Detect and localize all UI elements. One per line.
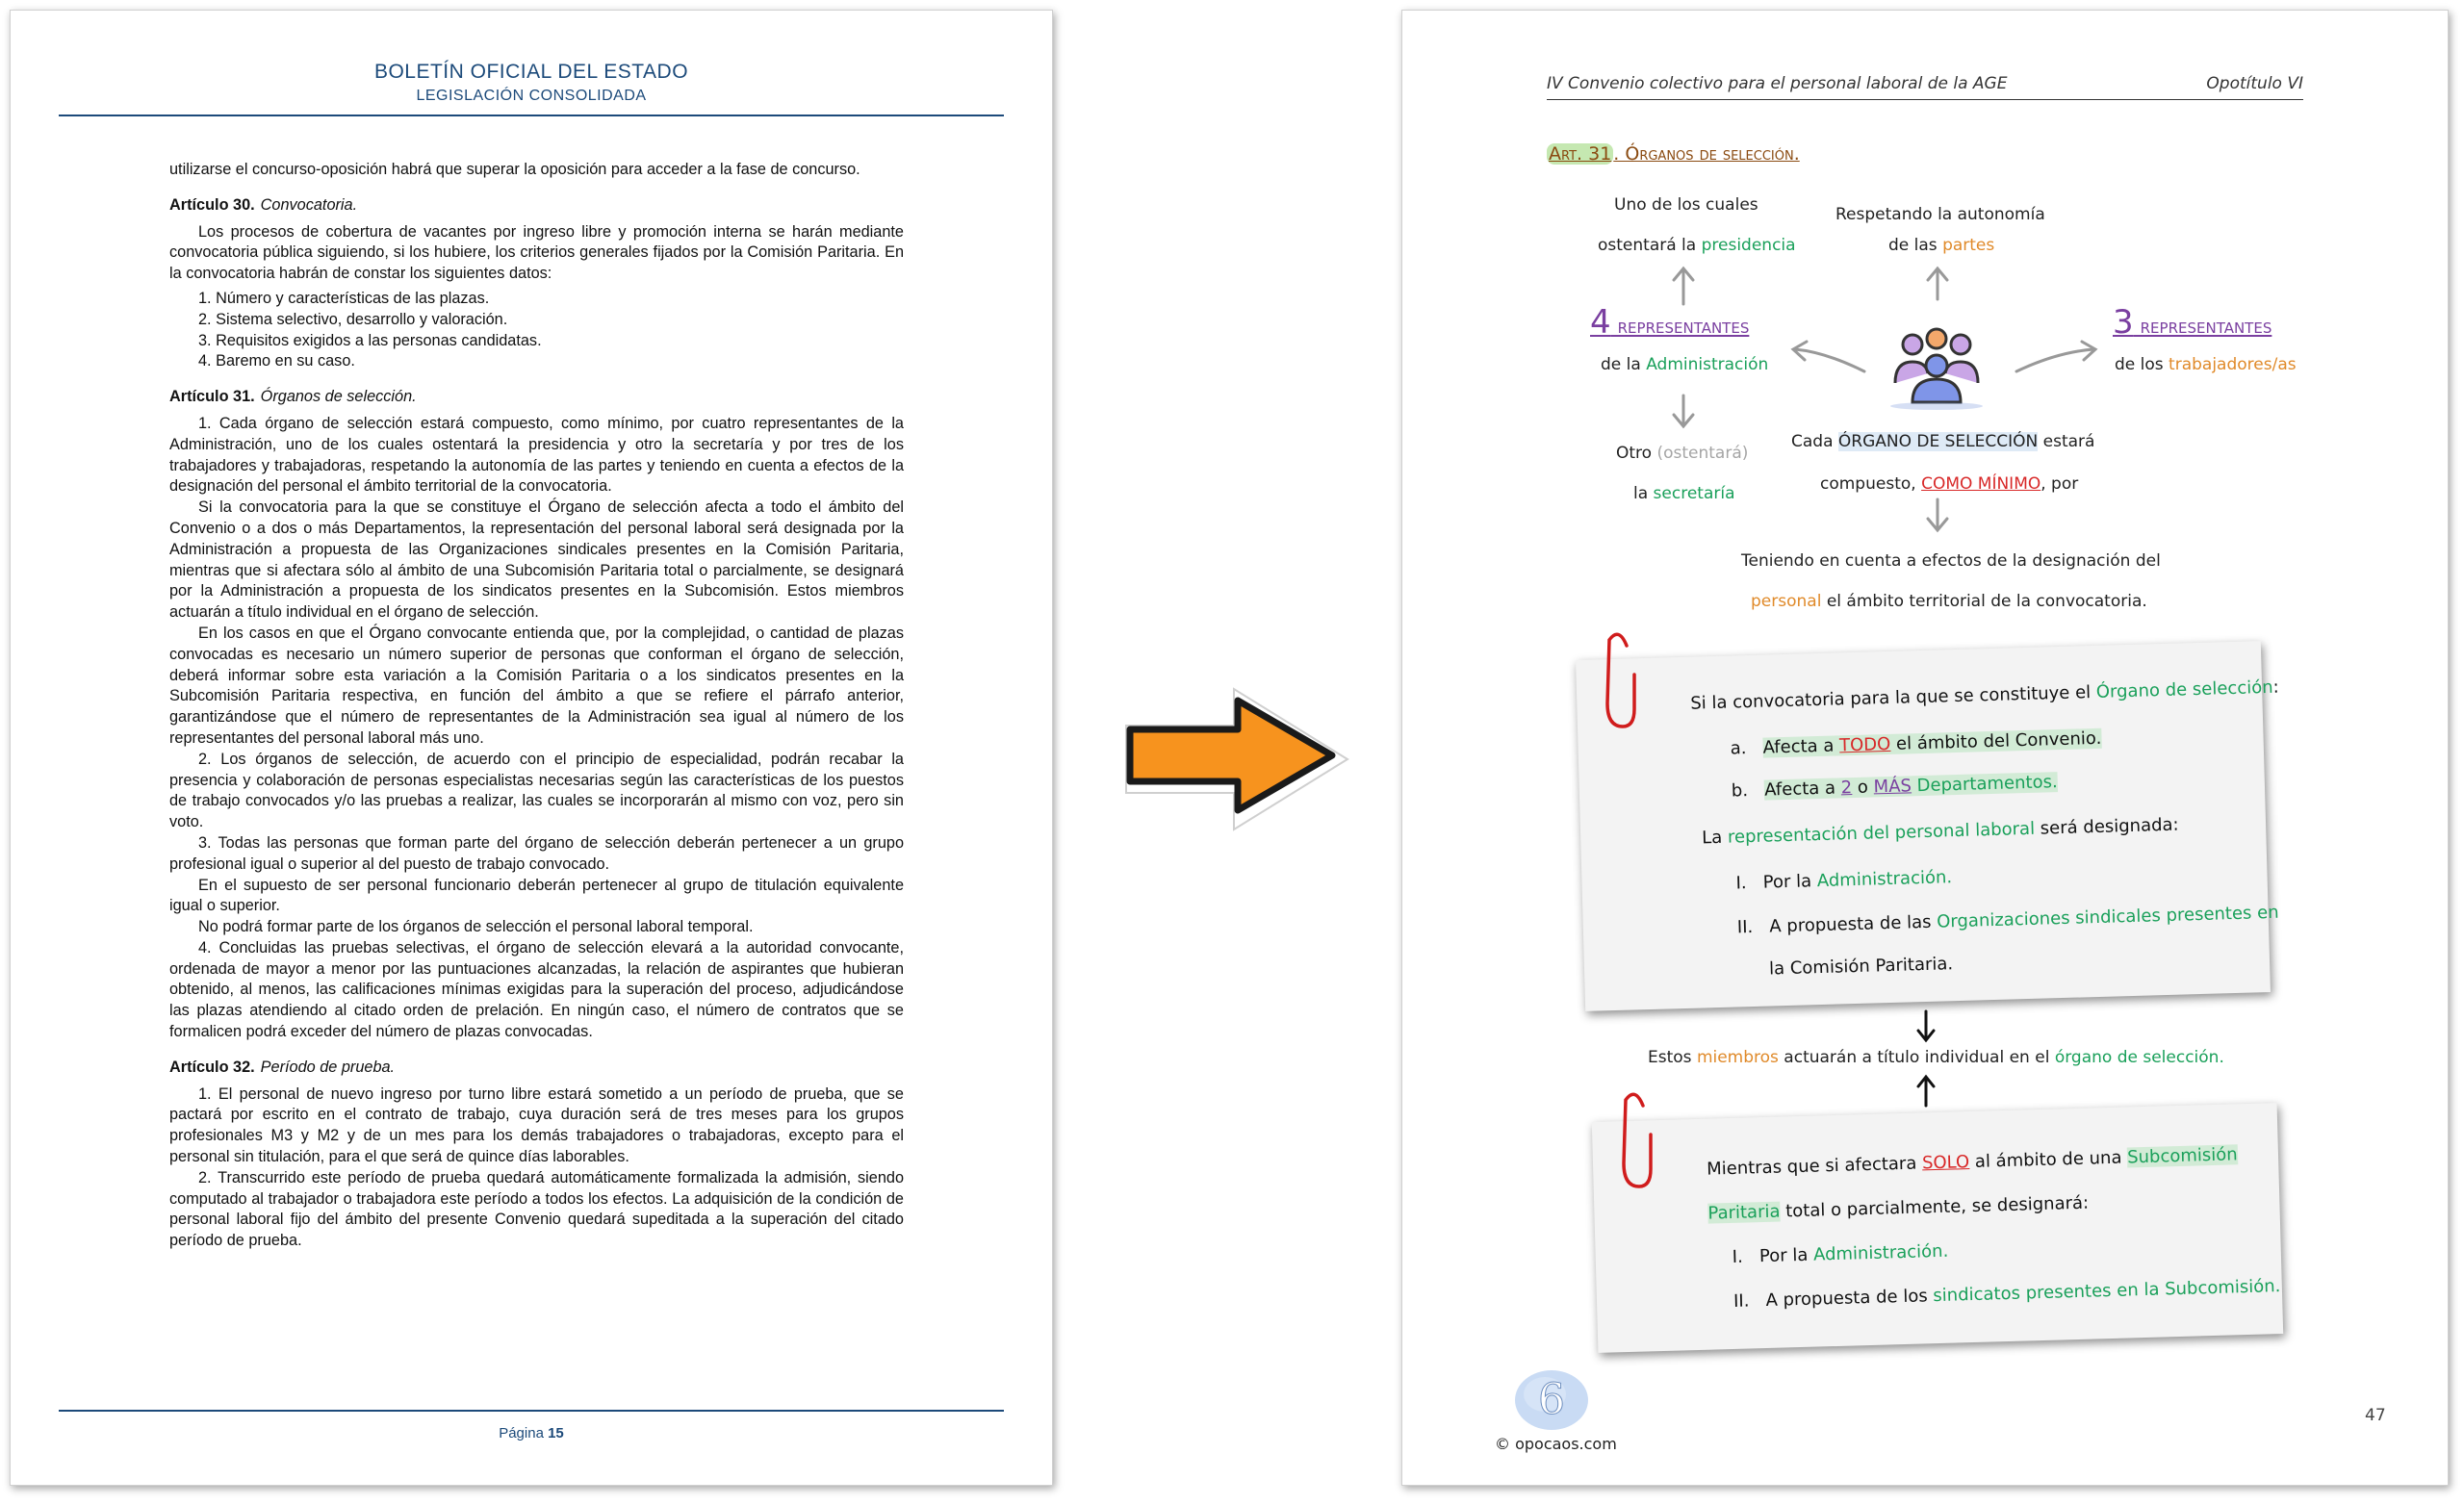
- boe-body: [169, 160, 904, 1252]
- paritaria: Paritaria: [1707, 1201, 1781, 1224]
- article-30-heading: [169, 195, 904, 217]
- right-arrow-icon: [1115, 674, 1355, 837]
- logo-6-icon: [1508, 1365, 1595, 1433]
- text: total o parcialmente, se designará:: [1780, 1192, 2090, 1222]
- box2-line1: [1707, 1144, 2238, 1179]
- partes: partes: [1942, 236, 1995, 255]
- page-number: 47: [2365, 1406, 2386, 1425]
- paragraph: utilizarse el concurso-oposición habrá que superar la oposición para acceder a la fase de concurso.: [169, 161, 860, 178]
- ostentara: (ostentará): [1656, 444, 1749, 463]
- box2-item-ii: [1733, 1276, 2281, 1312]
- text: , por: [2040, 474, 2079, 494]
- people-group-icon: [1884, 323, 1989, 410]
- paragraph: Si la convocatoria para la que se constituye el Órgano de selección afecta a todo el ámbito del Convenio o a dos o más Departamentos, la representación del personal laboral será designada por la Administración a propuesta de las Organizaciones sindicales presentes en la Comisión Paritaria, mientras que si afectara sólo al ámbito de una Subcomisión Paritaria total o parcialmente, se designará por la Administración a propuesta de los sindicatos presentes en la Subcomisión. Estos miembros actuarán a título individual en el órgano de selección.: [169, 498, 904, 622]
- header-doc-title: IV Convenio colectivo para el personal laboral de la AGE: [1547, 74, 2008, 93]
- paragraph: 4. Concluidas las pruebas selectivas, el órgano de selección elevará a la autoridad convocante, ordenada de mayor a menor por las puntuaciones alcanzadas, la relación de aspirantes que hubieran obtenido, al menos, las calificaciones mínimas exigidas para la superación del proceso, adjudicándose las plazas atendiendo al citado orden de prelación. En ningún caso, el número de contratos que se formalicen podrá exceder del número de plazas convocadas.: [169, 938, 904, 1041]
- requirements-list: [198, 289, 904, 372]
- list-item: 2. Sistema selectivo, desarrollo y valoración.: [198, 310, 508, 328]
- highlight: [1764, 772, 2058, 800]
- organo-seleccion: órgano de selección.: [2054, 1048, 2224, 1067]
- text: A propuesta de los: [1765, 1286, 1934, 1312]
- marker: II.: [1736, 916, 1754, 938]
- presidencia: presidencia: [1701, 236, 1796, 255]
- text: La: [1701, 827, 1729, 849]
- page-number: 15: [548, 1425, 564, 1441]
- todo: TODO: [1838, 733, 1891, 756]
- subcomision: Subcomisión: [2126, 1144, 2238, 1168]
- teniendo-line2: [1751, 592, 2147, 611]
- rep3-label: representantes: [2133, 315, 2272, 339]
- paragraph: 2. Transcurrido este período de prueba quedará automáticamente formalizada la admisión, siendo computado al trabajador o trabajadora este período a todos los efectos. La adquisición de la condición de personal laboral fijo del ámbito del presente Convenio quedará supeditada a la superación del citado período de prueba.: [169, 1168, 904, 1250]
- paragraph: 1. El personal de nuevo ingreso por turno libre estará sometido a un período de prueba, que se pactará por escrito en el contrato de trabajo, cuya duración será de tres meses para los grupos profesionales M3 y M2 y de un mes para los demás trabajadores o trabajadoras, excepto para el personal sin titulación, para el que será de quince días laborables.: [169, 1084, 904, 1166]
- representacion: representación del personal laboral: [1727, 818, 2036, 848]
- text: actuarán a título individual en el: [1778, 1048, 2055, 1067]
- box1-line1: [1690, 677, 2279, 714]
- trabajadores: trabajadores/as: [2169, 355, 2297, 374]
- marker: b.: [1731, 780, 1749, 802]
- paragraph: 1. Cada órgano de selección estará compuesto, como mínimo, por cuatro representantes de la Administración, uno de los cuales ostentará la presidencia y otro la secretaría y por tres de los trabajadores y trabajadoras, respetando la autonomía de las partes y teniendo en cuenta a efectos de la designación del personal el ámbito territorial de la convocatoria.: [169, 414, 904, 496]
- list-item: 4. Baremo en su caso.: [198, 352, 355, 370]
- compuesto-line: [1820, 474, 2078, 494]
- text: A propuesta de las: [1769, 911, 1938, 937]
- teniendo-line1: Teniendo en cuenta a efectos de la designación del: [1741, 551, 2161, 571]
- text: ostentará la: [1598, 236, 1702, 255]
- rep4-title: [1590, 303, 1749, 342]
- rep3-sub: [2115, 355, 2297, 374]
- resp-line2: [1888, 236, 1994, 255]
- paragraph: En el supuesto de ser personal funcionario deberán pertenecer al grupo de titulación equivalente igual o superior.: [169, 876, 904, 915]
- box1-line4: [1702, 815, 2179, 849]
- box1-item-a: [1730, 728, 2101, 759]
- boe-header-rule: [59, 115, 1004, 116]
- text: Afecta a: [1763, 778, 1842, 801]
- dos: 2: [1840, 778, 1853, 799]
- text: de las: [1888, 236, 1943, 255]
- text: Mientras que si afectara: [1706, 1153, 1923, 1180]
- text: al ámbito de una: [1968, 1147, 2128, 1173]
- text: Cada: [1791, 432, 1838, 451]
- boe-footer: [59, 1425, 1004, 1441]
- box1-item-b: [1732, 772, 2058, 801]
- marker: I.: [1732, 1246, 1744, 1267]
- secretaria: secretaría: [1653, 484, 1735, 503]
- text: Si la convocatoria para la que se constituye el: [1690, 681, 2097, 714]
- boe-subtitle: LEGISLACIÓN CONSOLIDADA: [416, 88, 647, 104]
- resp-line1: Respetando la autonomía: [1835, 205, 2045, 224]
- text: Afecta a: [1762, 735, 1840, 758]
- marker: a.: [1730, 738, 1747, 759]
- otro-line2: [1633, 484, 1735, 503]
- text: :: [2272, 676, 2279, 698]
- article-title-text: . Órganos de selección.: [1613, 143, 1800, 165]
- departamentos: Departamentos.: [1911, 772, 2058, 797]
- text: estará: [2038, 432, 2095, 451]
- article-number: Artículo 30.: [169, 195, 255, 214]
- text: Por la: [1758, 1244, 1814, 1267]
- summary-page: [1401, 10, 2449, 1486]
- article-32-heading: [169, 1058, 904, 1079]
- boe-header: [59, 61, 1004, 105]
- text: Por la: [1762, 871, 1818, 893]
- article-title: Convocatoria.: [260, 195, 358, 214]
- boe-page: [10, 10, 1053, 1486]
- note-card-2: [1592, 1103, 2283, 1353]
- list-item: 3. Requisitos exigidos a las personas candidatas.: [198, 331, 542, 349]
- organo-seleccion: Órgano de selección: [2095, 676, 2273, 702]
- article-number: Artículo 32.: [169, 1058, 255, 1076]
- watermark-text: © opocaos.com: [1495, 1435, 1617, 1453]
- text: compuesto,: [1820, 474, 1922, 494]
- solo: SOLO: [1921, 1152, 1970, 1174]
- text: Estos: [1648, 1048, 1697, 1067]
- paragraph: En los casos en que el Órgano convocante entienda que, por la complejidad, o cantidad de plazas convocadas es necesario un número superior de personas que conforman el órgano de selección, deberá informar sobre esta variación a la Comisión Paritaria o a los sindicatos presentes en la Subcomisión Paritaria respectiva, en función del ámbito a que se refiere el párrafo anterior, garantizándose que el número de representantes de la Administración sea igual al número de los representantes del personal laboral más uno.: [169, 624, 904, 747]
- list-item: 1. Número y características de las plazas.: [198, 289, 490, 307]
- personal: personal: [1751, 592, 1822, 611]
- text: Otro: [1616, 444, 1657, 463]
- page-label: Página: [499, 1425, 544, 1441]
- como-minimo: COMO MÍNIMO: [1921, 474, 2041, 494]
- cada-line: [1791, 432, 2094, 451]
- text: de los: [2115, 355, 2169, 374]
- organo-seleccion: ÓRGANO DE SELECCIÓN: [1837, 432, 2039, 451]
- text: la: [1633, 484, 1654, 503]
- box1-item-ii-cont: la Comisión Paritaria.: [1768, 954, 1954, 980]
- rep3-title: [2113, 303, 2272, 342]
- paragraph: 2. Los órganos de selección, de acuerdo con el principio de especialidad, podrán recabar la presencia y colaboración de personas especialistas necesarias según las características de los puestos de trabajo convocados y/o las pruebas a realizar, las cuales se incorporarán al mismo con voz, pero sin voto.: [169, 750, 904, 831]
- highlight: [1762, 728, 2101, 758]
- box2-item-i: [1732, 1241, 1948, 1267]
- uno-line2: [1598, 236, 1796, 255]
- marker: I.: [1735, 873, 1747, 894]
- marker: II.: [1732, 1290, 1750, 1312]
- box1-item-ii: [1737, 903, 2279, 938]
- administracion: Administración.: [1812, 1240, 1949, 1265]
- note-card-1: [1576, 641, 2279, 1011]
- miembros: miembros: [1696, 1048, 1779, 1067]
- paperclip-icon: [1600, 626, 1638, 732]
- boe-footer-rule: [59, 1410, 1004, 1412]
- uno-line1: Uno de los cuales: [1614, 195, 1758, 215]
- article-31-heading: [169, 387, 904, 408]
- box1-item-i: [1735, 867, 1952, 893]
- article-title: Período de prueba.: [260, 1058, 396, 1076]
- boe-title: BOLETÍN OFICIAL DEL ESTADO: [373, 61, 689, 83]
- organizaciones: Organizaciones sindicales presentes en: [1936, 902, 2279, 932]
- text: el ámbito territorial de la convocatoria.: [1821, 592, 2147, 611]
- mas: MÁS: [1873, 776, 1912, 798]
- paragraph: No podrá formar parte de los órganos de selección el personal laboral temporal.: [198, 918, 754, 936]
- text: el ámbito del Convenio.: [1890, 727, 2102, 754]
- rep4-sub: [1601, 355, 1768, 374]
- article-number-highlight: Art. 31: [1549, 143, 1612, 165]
- paragraph: 3. Todas las personas que forman parte del órgano de selección deberán pertenecer a un grupo profesional igual o superior al del puesto de trabajo convocado.: [169, 833, 904, 873]
- administracion: Administración: [1646, 355, 1769, 374]
- sindicatos: sindicatos presentes en la Subcomisión.: [1933, 1276, 2281, 1307]
- header-section: Opotítulo VI: [2206, 74, 2303, 93]
- paperclip-icon: [1616, 1086, 1655, 1192]
- otro-line1: [1616, 444, 1748, 463]
- text: será designada:: [2034, 814, 2179, 839]
- text: de la: [1601, 355, 1647, 374]
- logo-digit: 6: [1538, 1375, 1565, 1424]
- article-number: Artículo 31.: [169, 388, 255, 406]
- article-title: Órganos de selección.: [260, 388, 417, 406]
- rep4-label: representantes: [1610, 315, 1750, 339]
- administracion: Administración.: [1816, 867, 1953, 892]
- text: o: [1851, 777, 1874, 799]
- box2-line2: [1707, 1193, 2089, 1224]
- middle-line: [1648, 1048, 2224, 1067]
- rep3-number: 3: [2113, 303, 2134, 342]
- paragraph: Los procesos de cobertura de vacantes por ingreso libre y promoción interna se harán mediante convocatoria pública siguiendo, si los hubiere, los criterios generales fijados por la Comisión Paritaria. En la convocatoria habrán de constar los siguientes datos:: [169, 222, 904, 283]
- rep4-number: 4: [1590, 303, 1611, 342]
